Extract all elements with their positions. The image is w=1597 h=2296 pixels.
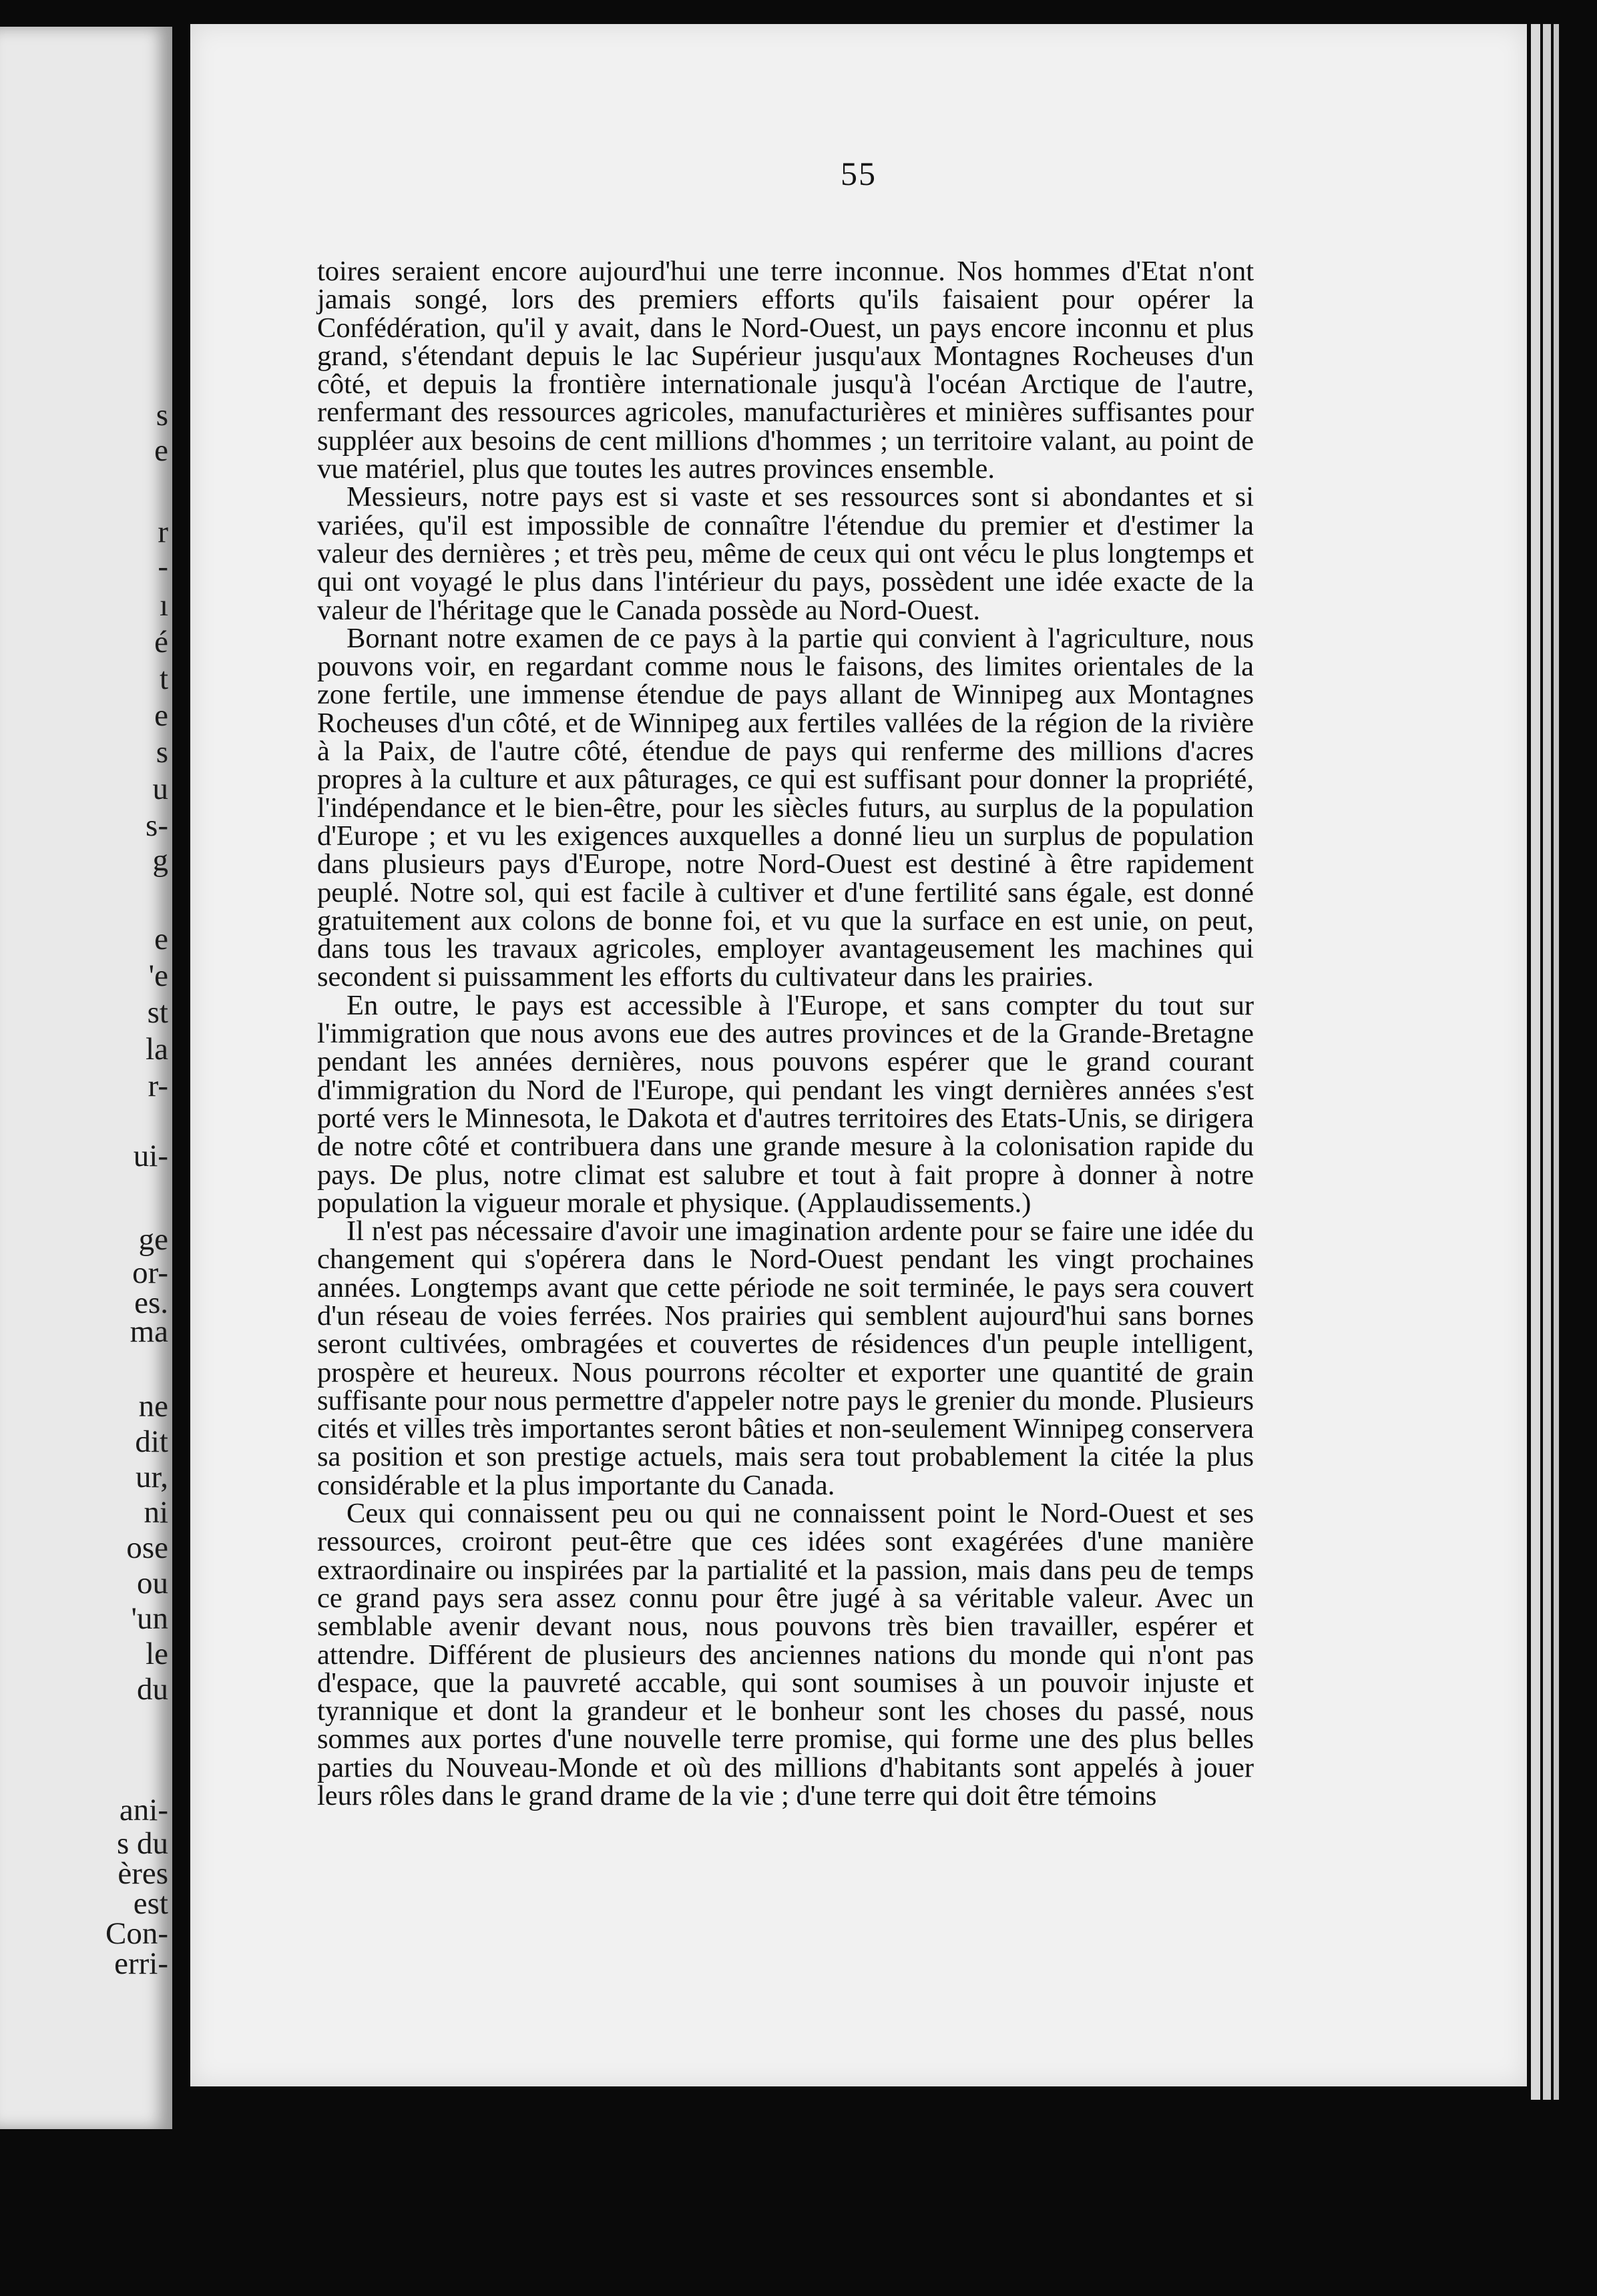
left-page-fragment: ma [130, 1314, 168, 1349]
left-page-fragment: s du [116, 1826, 168, 1861]
left-page-fragment: le [146, 1637, 168, 1671]
page-edge-1 [1531, 24, 1540, 2100]
left-page-fragment: ani- [119, 1793, 168, 1827]
left-page-fragment: s [156, 735, 168, 770]
left-page-fragment: ui- [133, 1139, 168, 1173]
left-page-fragment: ères [118, 1856, 168, 1891]
left-page-fragment: st [147, 995, 168, 1030]
page-edge-2 [1543, 24, 1551, 2100]
adjacent-left-page [0, 27, 172, 2129]
page-number: 55 [841, 155, 877, 192]
page-body [317, 258, 1254, 1810]
left-page-fragment: - [158, 549, 168, 584]
page-edge-3 [1554, 24, 1559, 2100]
book-page [190, 24, 1527, 2086]
left-page-fragment: r- [148, 1069, 168, 1103]
left-page-fragment: t [159, 661, 168, 696]
paragraph-1: toires seraient encore aujourd'hui une terre inconnue. Nos hommes d'Etat n'ont jamais songé, lors des premiers efforts qu'ils faisaient pour opérer la Confédération, qu'il y avait, dans le Nord-Ouest, un pays encore inconnu et plus grand, s'étendant depuis le lac Supérieur jusqu'aux Montagnes Rocheuses d'un côté, et depuis la frontière internationale jusqu'à l'océan Arctique de l'autre, renfermant des ressources agricoles, manufacturières et minières suffisantes pour suppléer aux besoins de cent millions d'hommes ; un territoire valant, au point de vue matériel, plus que toutes les autres provinces ensemble. [317, 256, 1254, 485]
left-page-fragment: la [146, 1032, 168, 1067]
left-page-fragment: e [154, 433, 168, 468]
left-page-fragment: du [137, 1672, 168, 1707]
left-page-fragment: erri- [114, 1946, 168, 1981]
left-page-fragment: ge [138, 1222, 168, 1257]
left-page-fragment: dit [135, 1424, 168, 1459]
paragraph-6: Ceux qui connaissent peu ou qui ne connaissent point le Nord-Ouest et ses ressources, croiront peut-être que ces idées sont exagérées d'une manière extraordinaire ou inspirées par la partialité et la passion, mais dans peu de temps ce grand pays sera assez connu pour être jugé à sa véritable valeur. Avec un semblable avenir devant nous, nous pouvons très bien travailler, espérer et attendre. Différent de plusieurs des anciennes nations du monde qui n'ont pas d'espace, que la pauvreté accable, qui sont soumises à un pouvoir injuste et tyrannique et dont la grandeur et le bonheur sont les choses du passé, nous sommes aux portes d'une nouvelle terre promise, qui forme une des plus belles parties du Nouveau-Monde et où des millions d'habitants sont appelés à jouer leurs rôles dans le grand drame de la vie ; d'une terre qui doit être témoins [317, 1498, 1254, 1812]
left-page-fragment: ni [144, 1495, 168, 1530]
left-page-fragment: 'e [148, 958, 168, 993]
left-page-fragment: r [158, 515, 168, 549]
left-page-fragment: u [152, 772, 168, 806]
paragraph-3: Bornant notre examen de ce pays à la partie qui convient à l'agriculture, nous pouvons voir, en regardant comme nous le faisons, des limites orientales de la zone fertile, une immense étendue de pays allant de Winnipeg aux Montagnes Rocheuses d'un côté, et de Winnipeg aux fertiles vallées de la région de la rivière à la Paix, de l'autre côté, étendue de pays qui renferme des millions d'acres propres à la culture et aux pâturages, ce qui est suffisant pour donner la propriété, l'indépendance et le bien-être, pour les siècles futurs, au surplus de la population d'Europe ; et vu les exigences auxquelles a donné lieu un surplus de population dans plusieurs pays d'Europe, notre Nord-Ouest est destiné à être rapidement peuplé. Notre sol, qui est facile à cultiver et d'une fertilité sans égale, est donné gratuitement aux colons de bonne foi, et vu que la surface en est unie, on peut, dans tous les travaux agricoles, employer avantageusement les machines qui secondent si puissamment les efforts du cultivateur dans les prairies. [317, 622, 1254, 993]
paragraph-5: Il n'est pas nécessaire d'avoir une imagination ardente pour se faire une idée du changement qui s'opérera dans le Nord-Ouest pendant les vingt prochaines années. Longtemps avant que cette période ne soit terminée, le pays sera couvert d'un réseau de voies ferrées. Nos prairies qui semblent aujourd'hui sans bornes seront cultivées, ombragées et couvertes de résidences d'un peuple intelligent, prospère et heureux. Nous pourrons récolter et exporter une quantité de grain suffisante pour nous permettre d'appeler notre pays le grenier du monde. Plusieurs cités et villes très importantes seront bâties et non-seulement Winnipeg conservera sa position et son prestige actuels, mais sera tout probablement la citée la plus considérable et la plus importante du Canada. [317, 1215, 1254, 1501]
left-page-fragment: é [154, 625, 168, 659]
left-page-fragment: ı [159, 588, 168, 623]
left-page-fragment: ou [137, 1566, 168, 1601]
paragraph-2: Messieurs, notre pays est si vaste et ses ressources sont si abondantes et si variées, qu'il est impossible de connaître l'étendue du premier et d'estimer la valeur des dernières ; et très peu, même de ceux qui ont vécu le plus longtemps et qui ont voyagé le plus dans l'intérieur du pays, possèdent une idée exacte de la valeur de l'héritage que le Canada possède au Nord-Ouest. [317, 481, 1254, 626]
left-page-fragment: est [133, 1886, 168, 1921]
left-page-fragment: ur, [135, 1460, 168, 1494]
left-page-fragment: ne [138, 1389, 168, 1424]
paragraph-4: En outre, le pays est accessible à l'Europe, et sans compter du tout sur l'immigration que nous avons eue des autres provinces et de la Grande-Bretagne pendant les années dernières, nous pouvons espérer que le grand courant d'immigration du Nord de l'Europe, qui pendant les vingt dernières années s'est porté vers le Minnesota, le Dakota et d'autres territoires des Etats-Unis, se dirigera de notre côté et contribuera dans une grande mesure à la colonisation rapide du pays. De plus, notre climat est salubre et tout à fait propre à donner à notre population la vigueur morale et physique. (Applaudissements.) [317, 989, 1254, 1219]
left-page-fragment: ose [126, 1530, 168, 1565]
left-page-fragment: e [154, 922, 168, 956]
left-page-fragment: Con- [105, 1916, 168, 1951]
left-page-fragment: s [156, 398, 168, 433]
left-page-fragment: s- [146, 808, 168, 843]
left-page-fragment: g [152, 843, 168, 878]
left-page-fragment: e [154, 698, 168, 733]
left-page-fragment: es. [134, 1285, 168, 1320]
left-page-fragment: 'un [131, 1601, 168, 1636]
left-page-fragment: or- [132, 1255, 168, 1290]
